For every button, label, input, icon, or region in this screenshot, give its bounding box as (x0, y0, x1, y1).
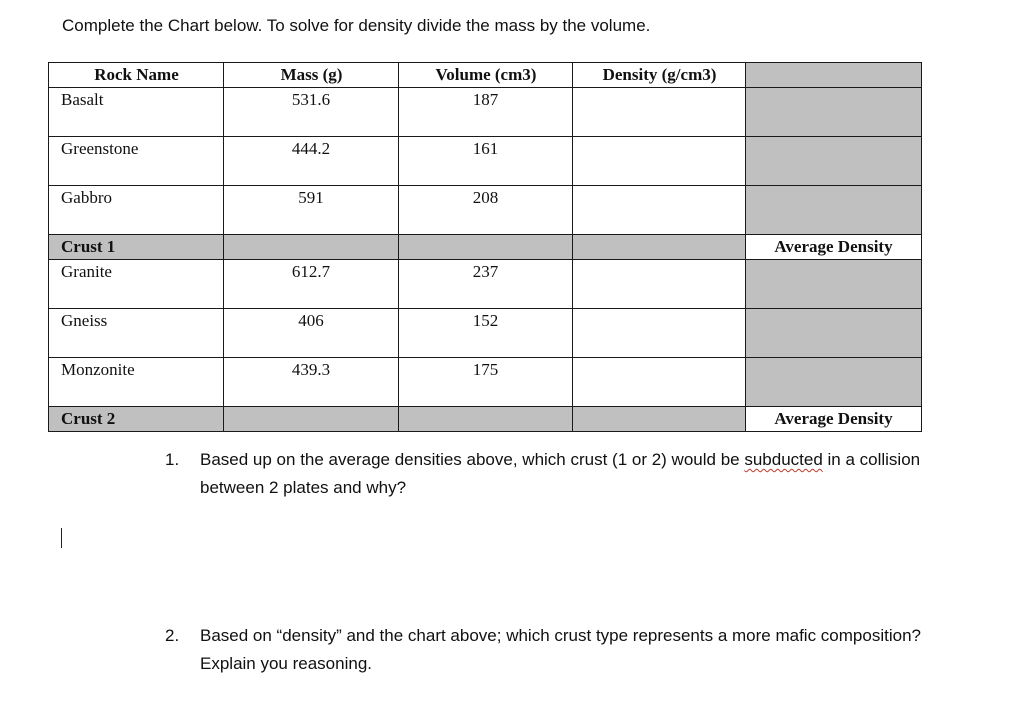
rock-name-cell: Greenstone (49, 137, 224, 186)
crust-1-average-density-cell: Average Density (746, 235, 922, 260)
header-mass: Mass (g) (224, 63, 399, 88)
density-input-cell[interactable] (573, 186, 746, 235)
header-density: Density (g/cm3) (573, 63, 746, 88)
crust-1-label-cell: Crust 1 (49, 235, 224, 260)
shaded-cell (224, 407, 399, 432)
shaded-cell (746, 358, 922, 407)
rock-name-cell: Gneiss (49, 309, 224, 358)
mass-cell: 612.7 (224, 260, 399, 309)
shaded-cell (573, 235, 746, 260)
density-chart-table (48, 62, 922, 432)
shaded-cell (746, 260, 922, 309)
table-row (49, 358, 922, 407)
volume-cell: 152 (399, 309, 573, 358)
rock-name-cell: Gabbro (49, 186, 224, 235)
question-2-number: 2. (165, 626, 180, 645)
question-2-text: Based on “density” and the chart above; which crust type represents a more mafic composition? Explain you reasoning. (200, 626, 921, 673)
spellcheck-word[interactable]: subducted (744, 450, 823, 469)
table-header-row (49, 63, 922, 88)
crust-2-row (49, 407, 922, 432)
mass-cell: 531.6 (224, 88, 399, 137)
header-volume: Volume (cm3) (399, 63, 573, 88)
volume-cell: 161 (399, 137, 573, 186)
volume-cell: 175 (399, 358, 573, 407)
question-1-number: 1. (165, 450, 180, 469)
instructions-text: Complete the Chart below. To solve for density divide the mass by the volume. (62, 16, 651, 35)
density-input-cell[interactable] (573, 260, 746, 309)
density-input-cell[interactable] (573, 358, 746, 407)
mass-cell: 406 (224, 309, 399, 358)
text-cursor (61, 528, 62, 548)
crust-1-row (49, 235, 922, 260)
crust-2-label-cell: Crust 2 (49, 407, 224, 432)
table-row (49, 260, 922, 309)
mass-cell: 439.3 (224, 358, 399, 407)
rock-name-cell: Granite (49, 260, 224, 309)
density-input-cell[interactable] (573, 137, 746, 186)
density-input-cell[interactable] (573, 309, 746, 358)
table-row (49, 137, 922, 186)
volume-cell: 187 (399, 88, 573, 137)
header-rock-name: Rock Name (49, 63, 224, 88)
shaded-cell (746, 186, 922, 235)
rock-name-cell: Basalt (49, 88, 224, 137)
header-shaded-cell (746, 63, 922, 88)
question-1-text: Based up on the average densities above, which crust (1 or 2) would be subducted in a collision between 2 plates and why? (200, 450, 921, 497)
rock-name-cell: Monzonite (49, 358, 224, 407)
density-input-cell[interactable] (573, 88, 746, 137)
table-row (49, 309, 922, 358)
table-row (49, 186, 922, 235)
shaded-cell (746, 137, 922, 186)
shaded-cell (746, 88, 922, 137)
shaded-cell (746, 309, 922, 358)
volume-cell: 208 (399, 186, 573, 235)
shaded-cell (399, 407, 573, 432)
table-row (49, 88, 922, 137)
crust-2-average-density-cell: Average Density (746, 407, 922, 432)
volume-cell: 237 (399, 260, 573, 309)
shaded-cell (399, 235, 573, 260)
mass-cell: 591 (224, 186, 399, 235)
mass-cell: 444.2 (224, 137, 399, 186)
shaded-cell (224, 235, 399, 260)
shaded-cell (573, 407, 746, 432)
